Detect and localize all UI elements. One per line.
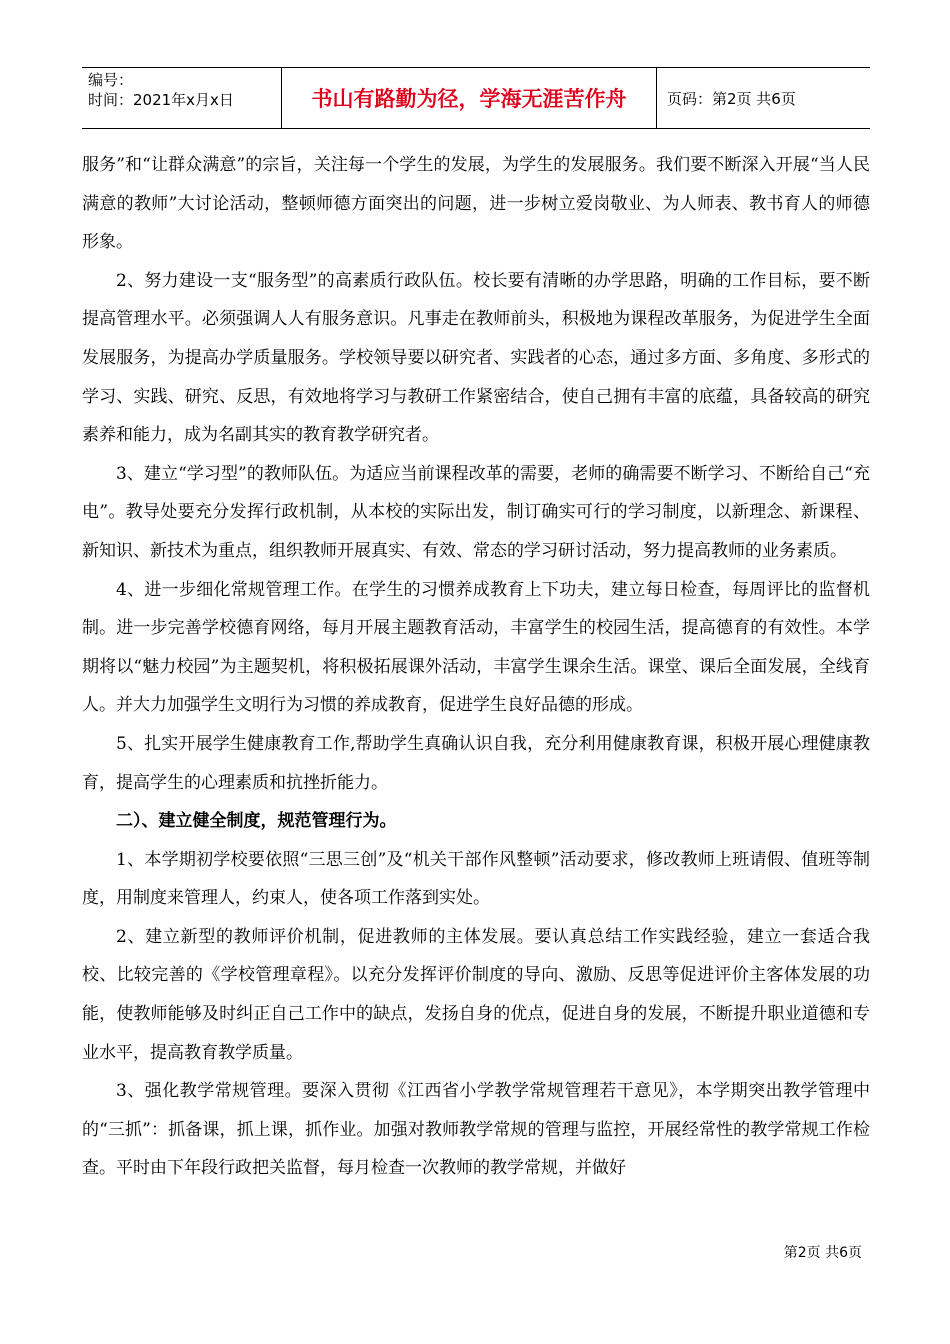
paragraph-continuation: 服务”和“让群众满意”的宗旨，关注每一个学生的发展，为学生的发展服务。我们要不断深入开展“当人民满意的教师”大讨论活动，整顿师德方面突出的问题，进一步树立爱岗敬业、为人师表、教书育人的师德形象。 xyxy=(82,155,870,253)
paragraph-rule-1: 1、本学期初学校要依照“三思三创”及“机关干部作风整顿”活动要求，修改教师上班请假、值班等制度，用制度来管理人，约束人，使各项工作落到实处。 xyxy=(82,849,870,909)
paragraph-item-5: 5、扎实开展学生健康教育工作,帮助学生真确认识自我，充分利用健康教育课，积极开展心理健康教育，提高学生的心理素质和抗挫折能力。 xyxy=(82,733,870,793)
header-page-info: 页码：第2页 共6页 xyxy=(667,89,796,108)
header-motto: 书山有路勤为径，学海无涯苦作舟 xyxy=(282,68,657,128)
section-heading: 二）、建立健全制度，规范管理行为。 xyxy=(116,811,397,832)
paragraph-item-3: 3、建立“学习型”的教师队伍。为适应当前课程改革的需要，老师的确需要不断学习、不断给自己“充电”。教导处要充分发挥行政机制，从本校的实际出发，制订确实可行的学习制度，以新理念、新课程、新知识、新技术为重点，组织教师开展真实、有效、常态的学习研讨活动，努力提高教师的业务素质。 xyxy=(82,463,870,561)
document-body xyxy=(82,146,870,1188)
document-number-label: 编号： xyxy=(88,71,134,89)
page-header xyxy=(82,67,870,129)
paragraph-item-2: 2、努力建设一支“服务型”的高素质行政队伍。校长要有清晰的办学思路，明确的工作目标，要不断提高管理水平。必须强调人人有服务意识。凡事走在教师前头，积极地为课程改革服务，为促进学生全面发展服务，为提高办学质量服务。学校领导要以研究者、实践者的心态，通过多方面、多角度、多形式的学习、实践、研究、反思，有效地将学习与教研工作紧密结合，使自己拥有丰富的底蕴，具备较高的研究素养和能力，成为名副其实的教育教学研究者。 xyxy=(82,270,870,446)
document-time-label: 时间：2021年x月x日 xyxy=(88,91,234,109)
paragraph-rule-3: 3、强化教学常规管理。要深入贯彻《江西省小学教学常规管理若干意见》，本学期突出教学管理中的“三抓”：抓备课，抓上课，抓作业。加强对教师教学常规的管理与监控，开展经常性的教学常规工作检查。平时由下年段行政把关监督，每月检查一次教师的教学常规，并做好 xyxy=(82,1081,870,1179)
paragraph-item-4: 4、进一步细化常规管理工作。在学生的习惯养成教育上下功夫，建立每日检查，每周评比的监督机制。进一步完善学校德育网络，每月开展主题教育活动，丰富学生的校园生活，提高德育的有效性。本学期将以“魅力校园”为主题契机，将积极拓展课外活动，丰富学生课余生活。课堂、课后全面发展，全线育人。并大力加强学生文明行为习惯的养成教育，促进学生良好品德的形成。 xyxy=(82,579,870,716)
header-meta xyxy=(82,68,282,128)
paragraph-rule-2: 2、建立新型的教师评价机制，促进教师的主体发展。要认真总结工作实践经验，建立一套适合我校、比较完善的《学校管理章程》。以充分发挥评价制度的导向、激励、反思等促进评价主客体发展的功能，使教师能够及时纠正自己工作中的缺点，发扬自身的优点，促进自身的发展，不断提升职业道德和专业水平，提高教育教学质量。 xyxy=(82,926,870,1063)
page-footer: 第2页 共6页 xyxy=(783,1245,862,1261)
